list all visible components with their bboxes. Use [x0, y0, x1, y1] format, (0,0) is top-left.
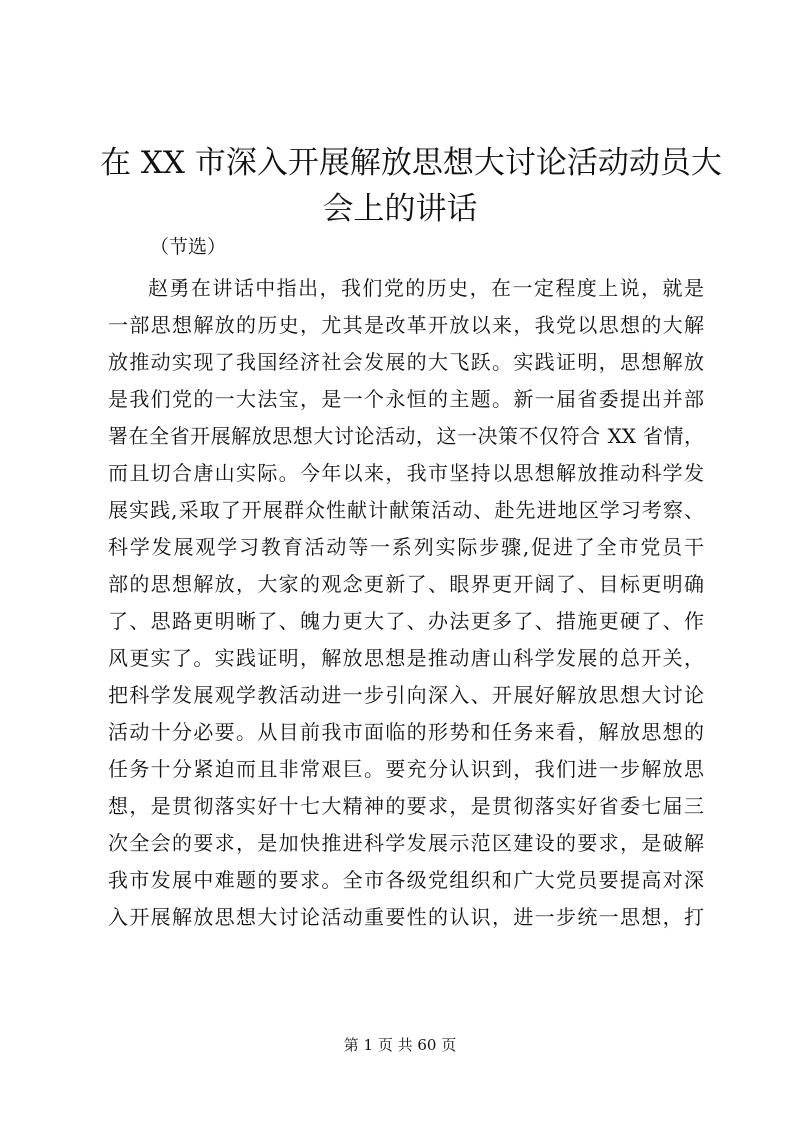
body-line: 活动十分必要。从目前我市面临的形势和任务来看，解放思想的 — [108, 720, 704, 744]
body-line: 赵勇在讲话中指出，我们党的历史，在一定程度上说，就是 — [148, 276, 704, 300]
body-line: 展实践,采取了开展群众性献计献策活动、赴先进地区学习考察、 — [108, 498, 704, 522]
body-line: 次全会的要求，是加快推进科学发展示范区建设的要求，是破解 — [108, 831, 704, 855]
body-line: 把科学发展观学教活动进一步引向深入、开展好解放思想大讨论 — [108, 683, 704, 707]
title-line: 在 XX 市深入开展解放思想大讨论活动动员大 — [100, 145, 722, 181]
body-line: 想，是贯彻落实好十七大精神的要求，是贯彻落实好省委七届三 — [108, 794, 704, 818]
body-line: 入开展解放思想大讨论活动重要性的认识，进一步统一思想，打 — [108, 905, 704, 929]
page-footer: 第 1 页 共 60 页 — [343, 1036, 457, 1054]
body-line: 我市发展中难题的要求。全市各级党组织和广大党员要提高对深 — [108, 868, 704, 892]
body-line: 放推动实现了我国经济社会发展的大飞跃。实践证明，思想解放 — [108, 350, 704, 374]
body-line: 了、思路更明晰了、魄力更大了、办法更多了、措施更硬了、作 — [108, 609, 704, 633]
document-body — [108, 270, 704, 936]
document-subtitle: （节选） — [150, 236, 227, 258]
body-line: 而且切合唐山实际。今年以来，我市坚持以思想解放推动科学发 — [108, 461, 704, 485]
body-line: 是我们党的一大法宝，是一个永恒的主题。新一届省委提出并部 — [108, 387, 704, 411]
body-line: 科学发展观学习教育活动等一系列实际步骤,促进了全市党员干 — [108, 535, 704, 559]
body-line: 署在全省开展解放思想大讨论活动，这一决策不仅符合 XX 省情， — [108, 424, 704, 448]
body-line: 部的思想解放，大家的观念更新了、眼界更开阔了、目标更明确 — [108, 572, 704, 596]
body-line: 任务十分紧迫而且非常艰巨。要充分认识到，我们进一步解放思 — [108, 757, 704, 781]
body-line: 一部思想解放的历史，尤其是改革开放以来，我党以思想的大解 — [108, 313, 704, 337]
document-title — [100, 140, 722, 232]
body-line: 风更实了。实践证明，解放思想是推动唐山科学发展的总开关， — [108, 646, 704, 670]
title-line: 会上的讲话 — [322, 191, 478, 227]
